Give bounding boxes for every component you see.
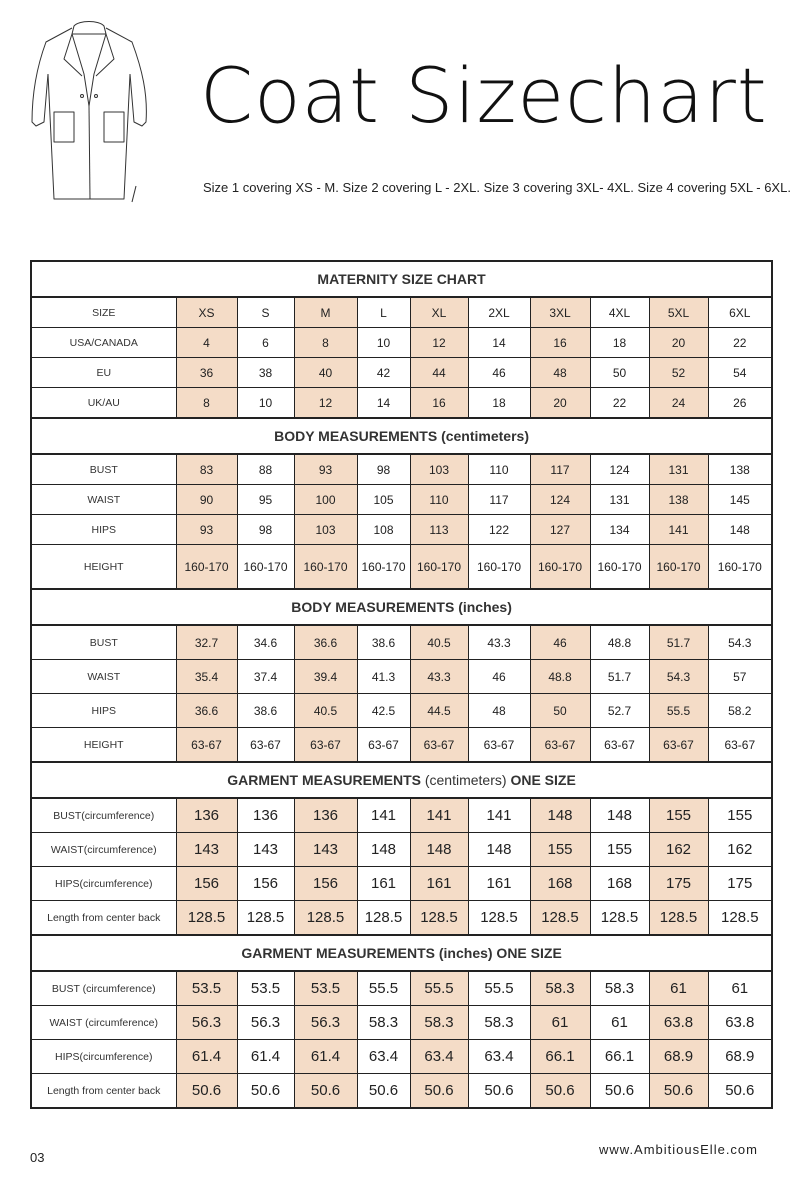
row-label: WAIST xyxy=(31,660,176,694)
table-cell: 110 xyxy=(468,454,530,485)
table-cell: 4 xyxy=(176,328,237,358)
coat-outline-icon xyxy=(24,14,154,209)
table-cell: 134 xyxy=(590,515,649,545)
table-cell: 156 xyxy=(176,867,237,901)
table-row xyxy=(31,660,772,694)
table-cell: 46 xyxy=(468,660,530,694)
section-title-garment-cm xyxy=(31,762,772,798)
table-cell: 138 xyxy=(708,454,772,485)
table-cell: 38.6 xyxy=(357,625,410,660)
table-cell: 160-170 xyxy=(237,545,294,590)
table-row xyxy=(31,297,772,328)
table-cell: 6XL xyxy=(708,297,772,328)
table-cell: 48.8 xyxy=(590,625,649,660)
table-cell: 18 xyxy=(468,388,530,419)
table-cell: 161 xyxy=(357,867,410,901)
table-cell: 50.6 xyxy=(176,1074,237,1109)
row-label: HIPS xyxy=(31,694,176,728)
table-row xyxy=(31,1074,772,1109)
table-cell: 143 xyxy=(237,833,294,867)
section-title-main: GARMENT MEASUREMENTS xyxy=(227,772,421,788)
table-cell: 63.8 xyxy=(649,1006,708,1040)
table-row xyxy=(31,328,772,358)
page-subtitle: Size 1 covering XS - M. Size 2 covering L - 2XL. Size 3 covering 3XL- 4XL. Size 4 covering 5XL - 6XL. xyxy=(203,180,791,195)
table-cell: 143 xyxy=(176,833,237,867)
row-label: BUST xyxy=(31,625,176,660)
table-cell: 22 xyxy=(708,328,772,358)
table-cell: 148 xyxy=(468,833,530,867)
table-cell: 40.5 xyxy=(410,625,468,660)
table-row xyxy=(31,545,772,590)
table-cell: 58.3 xyxy=(530,971,590,1006)
table-cell: 58.3 xyxy=(468,1006,530,1040)
table-cell: 12 xyxy=(294,388,357,419)
table-row xyxy=(31,901,772,936)
table-cell: 175 xyxy=(649,867,708,901)
row-label: SIZE xyxy=(31,297,176,328)
table-cell: 51.7 xyxy=(649,625,708,660)
table-cell: 160-170 xyxy=(708,545,772,590)
table-row xyxy=(31,798,772,833)
table-cell: 141 xyxy=(649,515,708,545)
table-cell: 32.7 xyxy=(176,625,237,660)
table-cell: 160-170 xyxy=(176,545,237,590)
table-cell: XS xyxy=(176,297,237,328)
row-label: Length from center back xyxy=(31,1074,176,1109)
table-cell: 50.6 xyxy=(410,1074,468,1109)
table-cell: 155 xyxy=(530,833,590,867)
table-cell: 110 xyxy=(410,485,468,515)
row-label: BUST xyxy=(31,454,176,485)
table-cell: 50.6 xyxy=(530,1074,590,1109)
table-cell: 103 xyxy=(410,454,468,485)
table-cell: 3XL xyxy=(530,297,590,328)
table-cell: 2XL xyxy=(468,297,530,328)
row-label: HIPS(circumference) xyxy=(31,867,176,901)
table-cell: 175 xyxy=(708,867,772,901)
table-cell: 43.3 xyxy=(410,660,468,694)
table-cell: 51.7 xyxy=(590,660,649,694)
table-cell: 136 xyxy=(294,798,357,833)
table-cell: 128.5 xyxy=(176,901,237,936)
table-cell: 68.9 xyxy=(708,1040,772,1074)
table-cell: 48.8 xyxy=(530,660,590,694)
table-cell: 58.3 xyxy=(410,1006,468,1040)
table-cell: 128.5 xyxy=(237,901,294,936)
table-cell: 108 xyxy=(357,515,410,545)
table-cell: 55.5 xyxy=(468,971,530,1006)
table-cell: 14 xyxy=(357,388,410,419)
table-cell: 53.5 xyxy=(176,971,237,1006)
table-cell: 128.5 xyxy=(468,901,530,936)
table-cell: 36.6 xyxy=(294,625,357,660)
table-cell: 128.5 xyxy=(649,901,708,936)
table-cell: 39.4 xyxy=(294,660,357,694)
table-cell: 50.6 xyxy=(649,1074,708,1109)
table-cell: 63.4 xyxy=(410,1040,468,1074)
row-label: HIPS xyxy=(31,515,176,545)
table-cell: 50.6 xyxy=(468,1074,530,1109)
table-cell: XL xyxy=(410,297,468,328)
table-cell: 58.3 xyxy=(357,1006,410,1040)
table-cell: 54.3 xyxy=(649,660,708,694)
table-cell: 63.4 xyxy=(357,1040,410,1074)
section-title-unit: (centimeters) xyxy=(424,772,507,788)
table-cell: 124 xyxy=(590,454,649,485)
table-cell: 56.3 xyxy=(294,1006,357,1040)
section-title-suffix: ONE SIZE xyxy=(510,772,576,788)
table-title: MATERNITY SIZE CHART xyxy=(31,261,772,297)
table-cell: 66.1 xyxy=(590,1040,649,1074)
table-row xyxy=(31,485,772,515)
row-label: USA/CANADA xyxy=(31,328,176,358)
table-cell: 42.5 xyxy=(357,694,410,728)
table-cell: 53.5 xyxy=(237,971,294,1006)
section-title-body-cm: BODY MEASUREMENTS (centimeters) xyxy=(31,418,772,454)
table-cell: 36.6 xyxy=(176,694,237,728)
table-cell: 148 xyxy=(410,833,468,867)
table-cell: 46 xyxy=(468,358,530,388)
table-cell: 42 xyxy=(357,358,410,388)
table-cell: 40 xyxy=(294,358,357,388)
table-cell: 113 xyxy=(410,515,468,545)
table-cell: 38.6 xyxy=(237,694,294,728)
table-cell: 63.8 xyxy=(708,1006,772,1040)
table-cell: 55.5 xyxy=(410,971,468,1006)
table-row xyxy=(31,971,772,1006)
table-cell: 117 xyxy=(530,454,590,485)
table-cell: 8 xyxy=(176,388,237,419)
table-cell: 22 xyxy=(590,388,649,419)
table-cell: 58.3 xyxy=(590,971,649,1006)
table-cell: 20 xyxy=(530,388,590,419)
table-cell: 61 xyxy=(649,971,708,1006)
table-cell: 41.3 xyxy=(357,660,410,694)
table-cell: 136 xyxy=(237,798,294,833)
table-row xyxy=(31,625,772,660)
table-cell: 128.5 xyxy=(357,901,410,936)
table-cell: 24 xyxy=(649,388,708,419)
table-cell: 161 xyxy=(410,867,468,901)
table-cell: 50 xyxy=(530,694,590,728)
row-label: Length from center back xyxy=(31,901,176,936)
table-cell: 26 xyxy=(708,388,772,419)
table-cell: 63-67 xyxy=(294,728,357,763)
table-row xyxy=(31,728,772,763)
table-cell: 50.6 xyxy=(590,1074,649,1109)
table-cell: 63-67 xyxy=(708,728,772,763)
table-cell: 145 xyxy=(708,485,772,515)
table-cell: 161 xyxy=(468,867,530,901)
table-cell: 10 xyxy=(357,328,410,358)
table-cell: 155 xyxy=(708,798,772,833)
table-cell: 95 xyxy=(237,485,294,515)
table-cell: 68.9 xyxy=(649,1040,708,1074)
table-cell: 48 xyxy=(530,358,590,388)
table-cell: 128.5 xyxy=(294,901,357,936)
table-cell: 128.5 xyxy=(590,901,649,936)
table-cell: 90 xyxy=(176,485,237,515)
table-cell: 14 xyxy=(468,328,530,358)
table-cell: 54.3 xyxy=(708,625,772,660)
table-cell: 63-67 xyxy=(357,728,410,763)
table-cell: 50.6 xyxy=(294,1074,357,1109)
table-cell: 136 xyxy=(176,798,237,833)
table-cell: 61 xyxy=(708,971,772,1006)
table-cell: 50.6 xyxy=(357,1074,410,1109)
table-cell: 46 xyxy=(530,625,590,660)
row-label: WAIST xyxy=(31,485,176,515)
table-cell: 4XL xyxy=(590,297,649,328)
row-label: WAIST(circumference) xyxy=(31,833,176,867)
website-url: www.AmbitiousElle.com xyxy=(599,1142,758,1157)
table-cell: 5XL xyxy=(649,297,708,328)
table-cell: 128.5 xyxy=(410,901,468,936)
table-cell: 16 xyxy=(530,328,590,358)
table-cell: 131 xyxy=(590,485,649,515)
table-cell: 168 xyxy=(590,867,649,901)
table-cell: 55.5 xyxy=(357,971,410,1006)
table-cell: 44.5 xyxy=(410,694,468,728)
table-cell: 61.4 xyxy=(294,1040,357,1074)
table-cell: 168 xyxy=(530,867,590,901)
table-cell: 117 xyxy=(468,485,530,515)
table-cell: 124 xyxy=(530,485,590,515)
table-row xyxy=(31,833,772,867)
row-label: EU xyxy=(31,358,176,388)
table-cell: 148 xyxy=(357,833,410,867)
table-cell: 98 xyxy=(357,454,410,485)
table-cell: 63-67 xyxy=(590,728,649,763)
table-cell: 50 xyxy=(590,358,649,388)
table-cell: 160-170 xyxy=(410,545,468,590)
table-cell: 16 xyxy=(410,388,468,419)
table-cell: 88 xyxy=(237,454,294,485)
table-cell: 148 xyxy=(708,515,772,545)
row-label: BUST(circumference) xyxy=(31,798,176,833)
table-cell: 63-67 xyxy=(649,728,708,763)
section-title-body-in: BODY MEASUREMENTS (inches) xyxy=(31,589,772,625)
table-cell: 20 xyxy=(649,328,708,358)
table-cell: 50.6 xyxy=(708,1074,772,1109)
table-cell: 48 xyxy=(468,694,530,728)
table-cell: 38 xyxy=(237,358,294,388)
table-cell: 61.4 xyxy=(176,1040,237,1074)
row-label: UK/AU xyxy=(31,388,176,419)
row-label: HEIGHT xyxy=(31,545,176,590)
table-cell: 141 xyxy=(468,798,530,833)
table-cell: 43.3 xyxy=(468,625,530,660)
table-cell: 156 xyxy=(237,867,294,901)
table-row xyxy=(31,358,772,388)
table-cell: 35.4 xyxy=(176,660,237,694)
table-cell: 141 xyxy=(357,798,410,833)
table-cell: 54 xyxy=(708,358,772,388)
table-cell: 66.1 xyxy=(530,1040,590,1074)
table-cell: 98 xyxy=(237,515,294,545)
table-cell: 50.6 xyxy=(237,1074,294,1109)
table-cell: 37.4 xyxy=(237,660,294,694)
table-row xyxy=(31,515,772,545)
table-row xyxy=(31,1040,772,1074)
table-cell: 131 xyxy=(649,454,708,485)
row-label: HEIGHT xyxy=(31,728,176,763)
table-cell: 8 xyxy=(294,328,357,358)
table-cell: 143 xyxy=(294,833,357,867)
table-cell: 52.7 xyxy=(590,694,649,728)
table-cell: 61.4 xyxy=(237,1040,294,1074)
table-cell: 160-170 xyxy=(590,545,649,590)
row-label: HIPS(circumference) xyxy=(31,1040,176,1074)
table-cell: 148 xyxy=(590,798,649,833)
table-cell: 100 xyxy=(294,485,357,515)
table-cell: 34.6 xyxy=(237,625,294,660)
section-title-garment-in: GARMENT MEASUREMENTS (inches) ONE SIZE xyxy=(31,935,772,971)
table-cell: 52 xyxy=(649,358,708,388)
size-chart-table xyxy=(30,260,773,1109)
table-cell: 18 xyxy=(590,328,649,358)
table-cell: 160-170 xyxy=(649,545,708,590)
table-cell: 160-170 xyxy=(530,545,590,590)
table-cell: 61 xyxy=(530,1006,590,1040)
table-cell: 58.2 xyxy=(708,694,772,728)
table-cell: 162 xyxy=(708,833,772,867)
table-cell: 138 xyxy=(649,485,708,515)
table-cell: 36 xyxy=(176,358,237,388)
table-row xyxy=(31,867,772,901)
table-cell: 63.4 xyxy=(468,1040,530,1074)
table-cell: 53.5 xyxy=(294,971,357,1006)
row-label: WAIST (circumference) xyxy=(31,1006,176,1040)
table-cell: 156 xyxy=(294,867,357,901)
table-cell: S xyxy=(237,297,294,328)
table-cell: 63-67 xyxy=(237,728,294,763)
table-cell: 127 xyxy=(530,515,590,545)
table-cell: 55.5 xyxy=(649,694,708,728)
table-cell: 128.5 xyxy=(708,901,772,936)
table-cell: 83 xyxy=(176,454,237,485)
row-label: BUST (circumference) xyxy=(31,971,176,1006)
table-cell: 155 xyxy=(649,798,708,833)
page-number: 03 xyxy=(30,1150,45,1165)
table-cell: 122 xyxy=(468,515,530,545)
table-cell: 63-67 xyxy=(530,728,590,763)
table-row xyxy=(31,1006,772,1040)
table-cell: 6 xyxy=(237,328,294,358)
table-cell: 103 xyxy=(294,515,357,545)
table-cell: 105 xyxy=(357,485,410,515)
table-cell: 148 xyxy=(530,798,590,833)
table-cell: 61 xyxy=(590,1006,649,1040)
page-title: Coat Sizechart xyxy=(200,51,768,140)
table-cell: 12 xyxy=(410,328,468,358)
table-cell: 57 xyxy=(708,660,772,694)
table-cell: L xyxy=(357,297,410,328)
table-cell: 141 xyxy=(410,798,468,833)
table-cell: 160-170 xyxy=(357,545,410,590)
table-cell: 93 xyxy=(294,454,357,485)
table-cell: 56.3 xyxy=(176,1006,237,1040)
table-cell: 63-67 xyxy=(468,728,530,763)
table-cell: 44 xyxy=(410,358,468,388)
table-cell: 10 xyxy=(237,388,294,419)
table-row xyxy=(31,388,772,419)
table-cell: 56.3 xyxy=(237,1006,294,1040)
table-row xyxy=(31,454,772,485)
table-cell: 128.5 xyxy=(530,901,590,936)
table-cell: 160-170 xyxy=(294,545,357,590)
table-cell: M xyxy=(294,297,357,328)
table-cell: 63-67 xyxy=(176,728,237,763)
table-cell: 160-170 xyxy=(468,545,530,590)
table-cell: 93 xyxy=(176,515,237,545)
table-cell: 40.5 xyxy=(294,694,357,728)
table-row xyxy=(31,694,772,728)
table-cell: 63-67 xyxy=(410,728,468,763)
table-cell: 162 xyxy=(649,833,708,867)
table-cell: 155 xyxy=(590,833,649,867)
